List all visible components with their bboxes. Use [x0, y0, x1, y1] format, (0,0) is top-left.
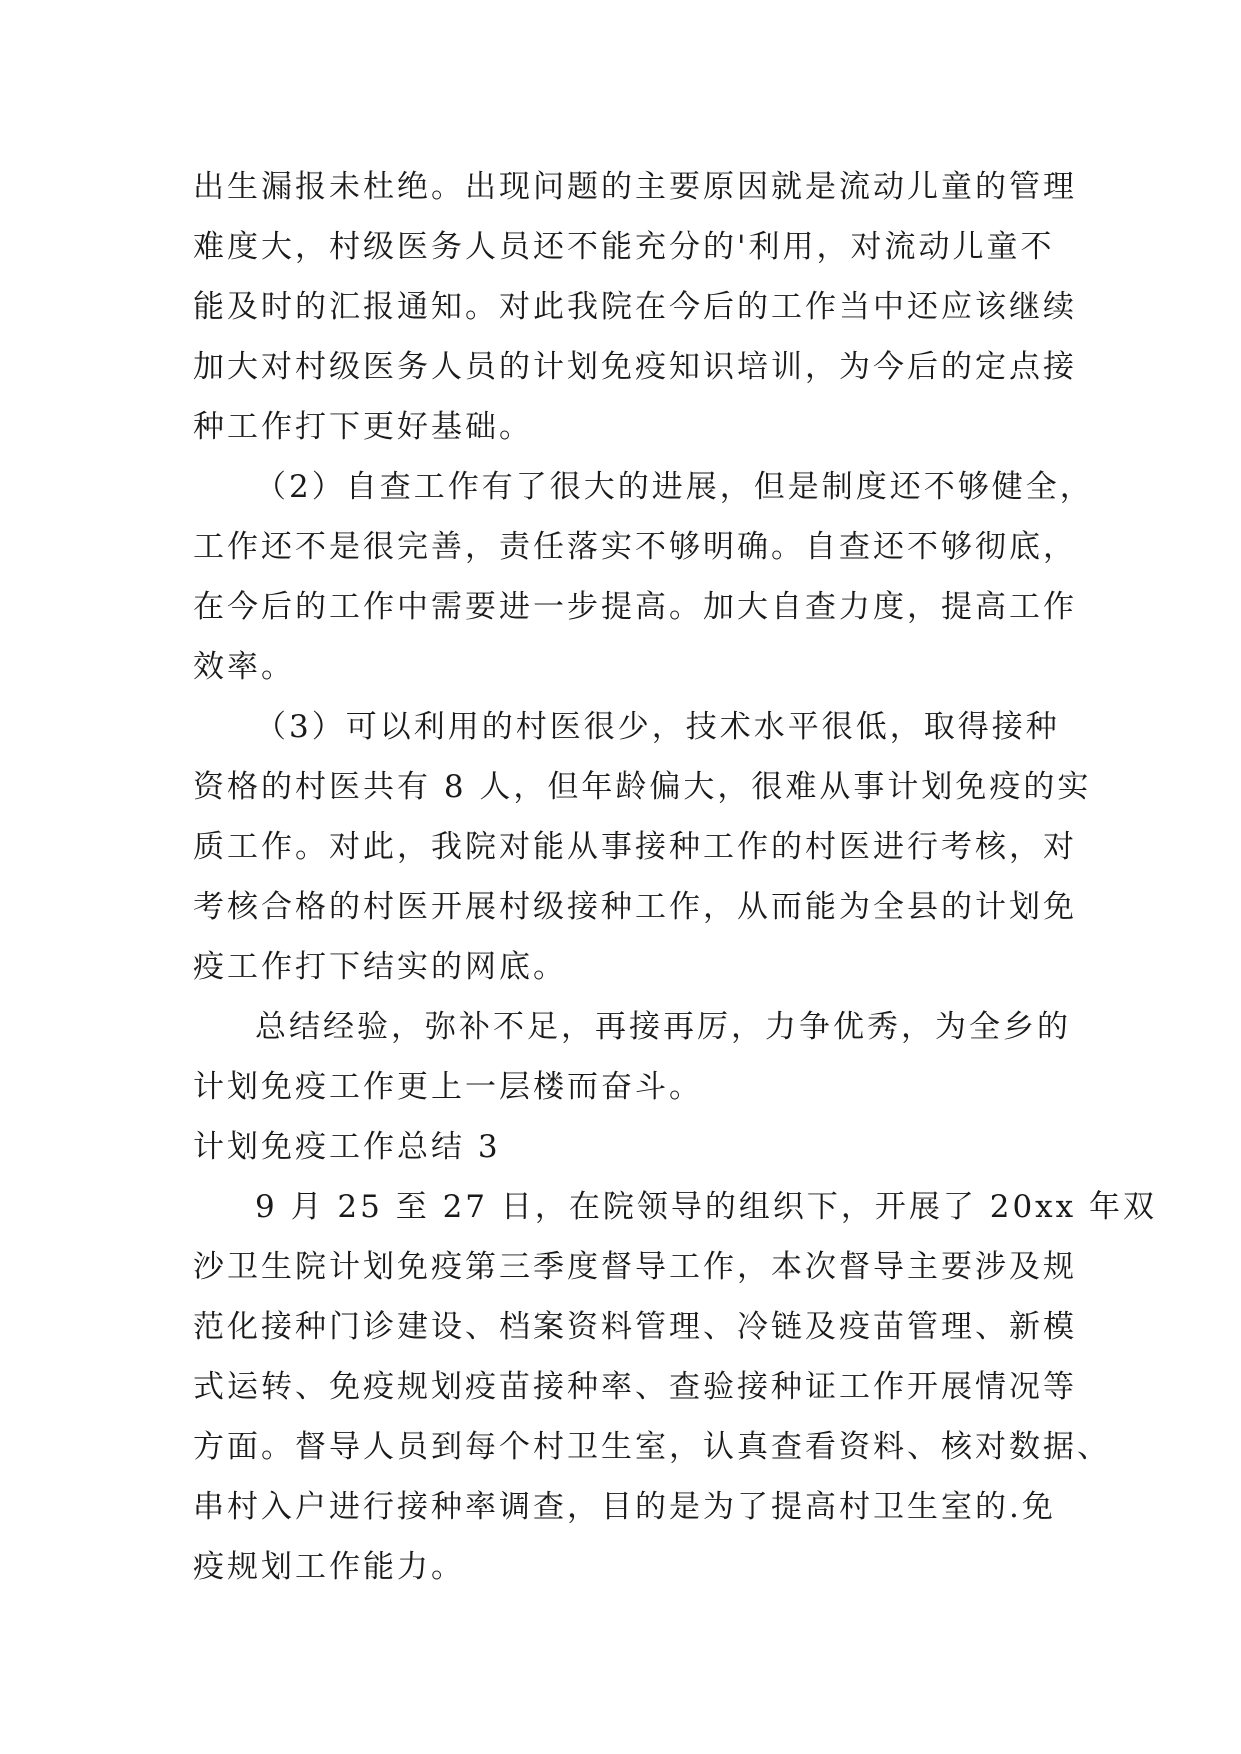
text-line: 沙卫生院计划免疫第三季度督导工作，本次督导主要涉及规 [193, 1249, 1077, 1285]
text-line: 质工作。对此，我院对能从事接种工作的村医进行考核，对 [193, 829, 1077, 865]
text-line: 出生漏报未杜绝。出现问题的主要原因就是流动儿童的管理 [193, 169, 1077, 205]
paragraph-start-line: （2）自查工作有了很大的进展，但是制度还不够健全， [255, 469, 1094, 505]
text-line: 效率。 [193, 649, 295, 685]
text-line: 能及时的汇报通知。对此我院在今后的工作当中还应该继续 [193, 289, 1077, 325]
text-line: 串村入户进行接种率调查，目的是为了提高村卫生室的.免 [193, 1489, 1056, 1525]
paragraph-start-line: 9 月 25 至 27 日，在院领导的组织下，开展了 20xx 年双 [255, 1189, 1158, 1225]
text-line: 考核合格的村医开展村级接种工作，从而能为全县的计划免 [193, 889, 1077, 925]
text-line: 种工作打下更好基础。 [193, 409, 533, 445]
paragraph-start-line: （3）可以利用的村医很少，技术水平很低，取得接种 [255, 709, 1060, 745]
text-line: 计划免疫工作更上一层楼而奋斗。 [193, 1069, 703, 1105]
text-line: 加大对村级医务人员的计划免疫知识培训，为今后的定点接 [193, 349, 1077, 385]
text-line: 式运转、免疫规划疫苗接种率、查验接种证工作开展情况等 [193, 1369, 1077, 1405]
text-line: 难度大，村级医务人员还不能充分的'利用，对流动儿童不 [193, 229, 1055, 265]
document-body [193, 157, 1158, 1597]
text-line: 资格的村医共有 8 人，但年龄偏大，很难从事计划免疫的实 [193, 769, 1092, 805]
text-line: 范化接种门诊建设、档案资料管理、冷链及疫苗管理、新模 [193, 1309, 1077, 1345]
paragraph-start-line: 总结经验，弥补不足，再接再厉，力争优秀，为全乡的 [255, 1009, 1071, 1045]
text-line: 疫规划工作能力。 [193, 1549, 465, 1585]
text-line: 方面。督导人员到每个村卫生室，认真查看资料、核对数据、 [193, 1429, 1111, 1465]
section-heading: 计划免疫工作总结 3 [193, 1129, 501, 1165]
text-line: 疫工作打下结实的网底。 [193, 949, 567, 985]
text-line: 工作还不是很完善，责任落实不够明确。自查还不够彻底， [193, 529, 1077, 565]
text-line: 在今后的工作中需要进一步提高。加大自查力度，提高工作 [193, 589, 1077, 625]
